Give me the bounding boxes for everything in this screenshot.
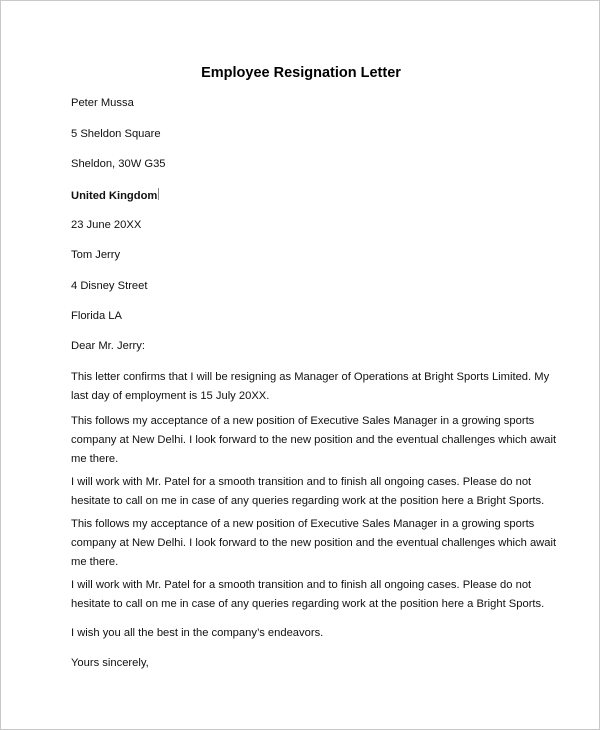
body-paragraph-5 <box>71 576 545 614</box>
salutation: Dear Mr. Jerry: <box>71 340 145 352</box>
text-cursor <box>158 188 159 200</box>
letter-date: 23 June 20XX <box>71 219 142 231</box>
body-paragraph-2 <box>71 412 557 469</box>
paragraph-line: hesitate to call on me in case of any queries regarding work at the position here a Bright Sports. <box>71 598 545 610</box>
paragraph-line: This letter confirms that I will be resigning as Manager of Operations at Bright Sports Limited. My <box>71 371 550 383</box>
paragraph-line: This follows my acceptance of a new position of Executive Sales Manager in a growing sports <box>71 518 535 530</box>
sender-country-line[interactable] <box>71 188 159 202</box>
body-paragraph-1 <box>71 368 550 406</box>
paragraph-line: I will work with Mr. Patel for a smooth transition and to finish all ongoing cases. Please do not <box>71 579 532 591</box>
body-paragraph-3 <box>71 473 545 511</box>
paragraph-line: This follows my acceptance of a new position of Executive Sales Manager in a growing sports <box>71 415 535 427</box>
sender-name: Peter Mussa <box>71 97 134 109</box>
document-title: Employee Resignation Letter <box>201 65 401 81</box>
paragraph-line: I will work with Mr. Patel for a smooth transition and to finish all ongoing cases. Please do not <box>71 476 532 488</box>
recipient-name: Tom Jerry <box>71 249 121 261</box>
body-paragraph-6 <box>71 624 541 643</box>
sender-country: United Kingdom <box>71 190 158 202</box>
sender-city: Sheldon, 30W G35 <box>71 158 166 170</box>
closing: Yours sincerely, <box>71 657 149 669</box>
sender-street: 5 Sheldon Square <box>71 128 161 140</box>
paragraph-line: company at New Delhi. I look forward to the new position and the eventual challenges which await <box>71 434 557 446</box>
paragraph-line: me there. <box>71 453 119 465</box>
paragraph-line: company at New Delhi. I look forward to the new position and the eventual challenges which await <box>71 537 557 549</box>
paragraph-line: I wish you all the best in the company’s endeavors. <box>71 627 324 639</box>
body-paragraph-4 <box>71 515 557 572</box>
paragraph-line: me there. <box>71 556 119 568</box>
paragraph-line: last day of employment is 15 July 20XX. <box>71 390 270 402</box>
recipient-city: Florida LA <box>71 310 122 322</box>
paragraph-line: hesitate to call on me in case of any queries regarding work at the position here a Bright Sports. <box>71 495 545 507</box>
recipient-street: 4 Disney Street <box>71 280 148 292</box>
